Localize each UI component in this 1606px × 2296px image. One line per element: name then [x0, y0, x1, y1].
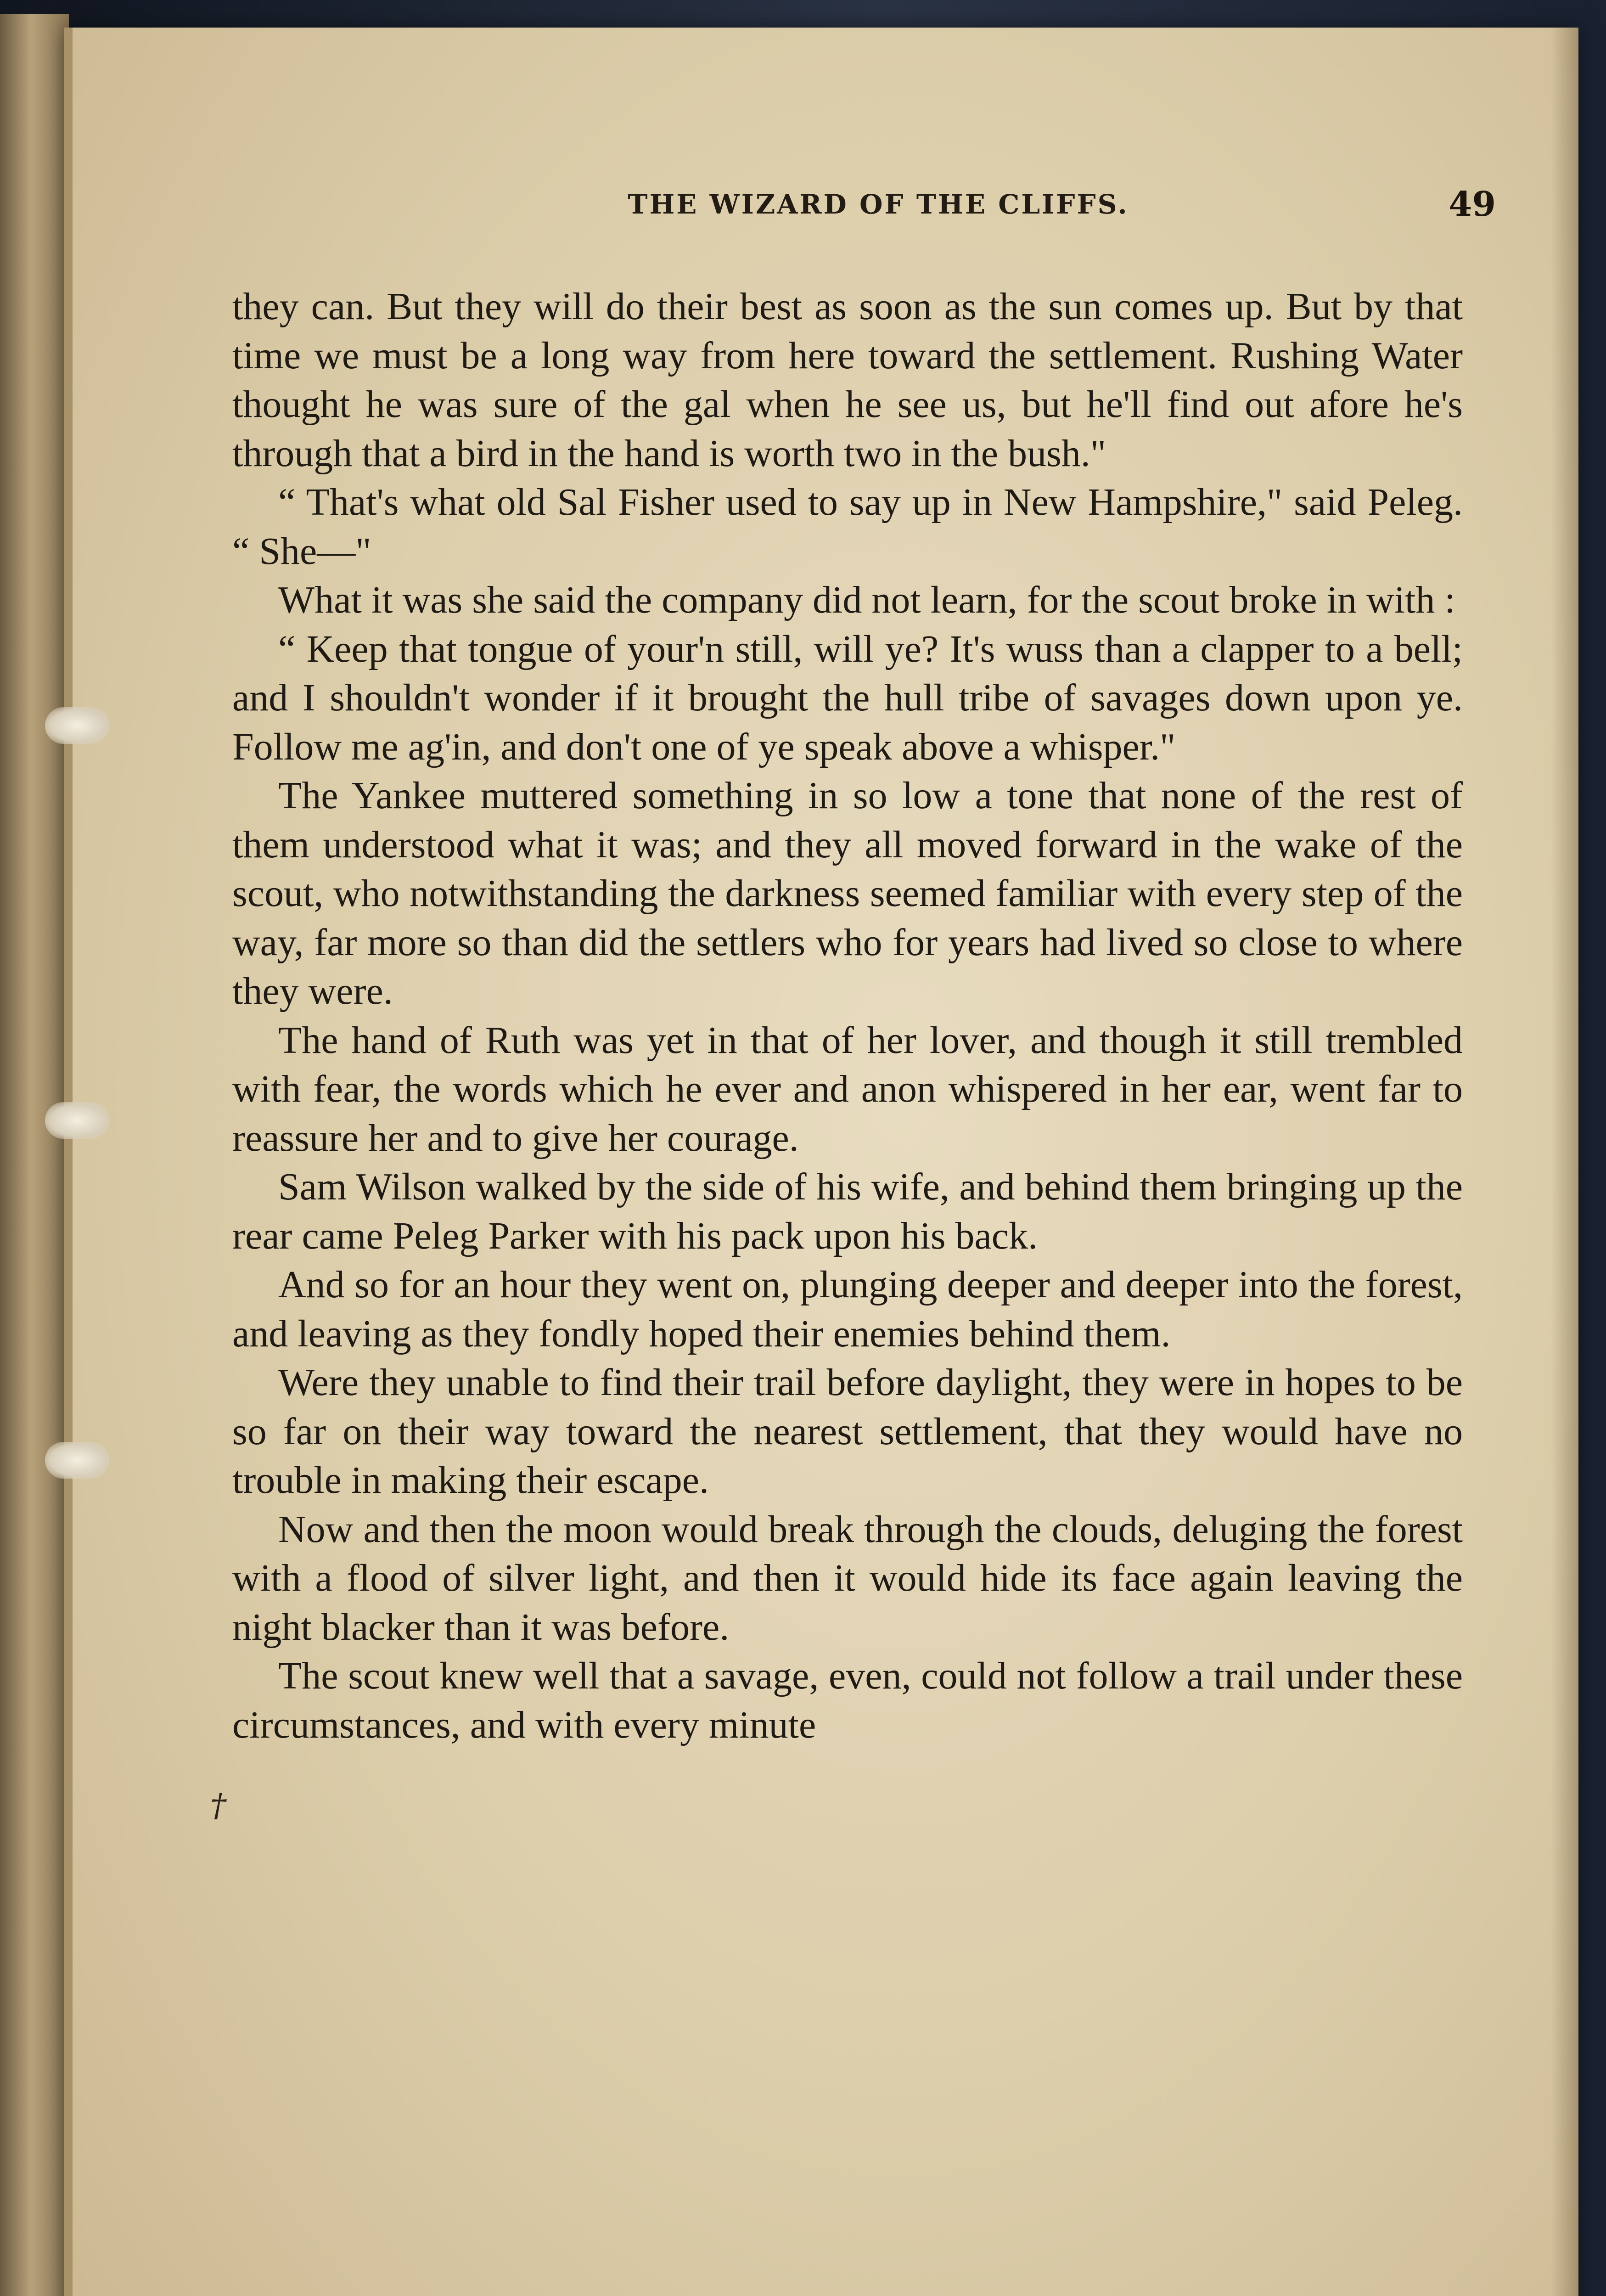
- running-head: THE WIZARD OF THE CLIFFS.: [628, 189, 1129, 220]
- paragraph: The hand of Ruth was yet in that of her lover, and though it still trembled with fear, the words which he ever and anon whispered in her ear, went far to reassure her and to give her courage.: [232, 1019, 1463, 1159]
- paragraph: “ That's what old Sal Fisher used to say up in New Hampshire," said Peleg. “ She—": [232, 481, 1463, 573]
- paragraph: they can. But they will do their best as soon as the sun comes up. But by that time we must be a long way from here toward the settlement. Rushing Water thought he was sure of the gal when he see us, but he'll find out afore he's through that a bird in the hand is worth two in the bush.": [232, 285, 1463, 475]
- paragraph: The scout knew well that a savage, even, could not follow a trail under these circumstances, and with every minute: [232, 1654, 1463, 1746]
- body-text: [232, 282, 1463, 1750]
- page-number: 49: [1449, 185, 1496, 224]
- page-edge-shadow: [1551, 28, 1578, 2296]
- paragraph: What it was she said the company did not learn, for the scout broke in with :: [278, 579, 1455, 621]
- page-header: [73, 179, 1578, 230]
- binding-stitch: [45, 707, 109, 744]
- paragraph: “ Keep that tongue of your'n still, will ye? It's wuss than a clapper to a bell; and I shouldn't wonder if it brought the hull tribe of savages down upon ye. Follow me ag'in, and don't one of ye speak above a whisper.": [232, 627, 1463, 768]
- paragraph: Were they unable to find their trail before daylight, they were in hopes to be so far on their way toward the nearest settlement, that they would have no trouble in making their escape.: [232, 1361, 1463, 1502]
- binding-stitch: [45, 1102, 109, 1139]
- facing-page-edge: [0, 14, 69, 2296]
- book-page: [64, 28, 1578, 2296]
- paragraph: And so for an hour they went on, plunging deeper and deeper into the forest, and leaving as they fondly hoped their enemies behind them.: [232, 1263, 1463, 1355]
- paragraph: The Yankee muttered something in so low a tone that none of the rest of them understood what it was; and they all moved forward in the wake of the scout, who notwithstanding the darkness seemed familiar with every step of the way, far more so than did the settlers who for years had lived so close to where they were.: [232, 774, 1463, 1013]
- paragraph: Sam Wilson walked by the side of his wife, and behind them bringing up the rear came Peleg Parker with his pack upon his back.: [232, 1165, 1463, 1257]
- margin-pencil-mark: †: [210, 1786, 226, 1824]
- paragraph: Now and then the moon would break through the clouds, deluging the forest with a flood of silver light, and then it would hide its face again leaving the night blacker than it was before.: [232, 1508, 1463, 1649]
- binding-stitch: [45, 1442, 109, 1479]
